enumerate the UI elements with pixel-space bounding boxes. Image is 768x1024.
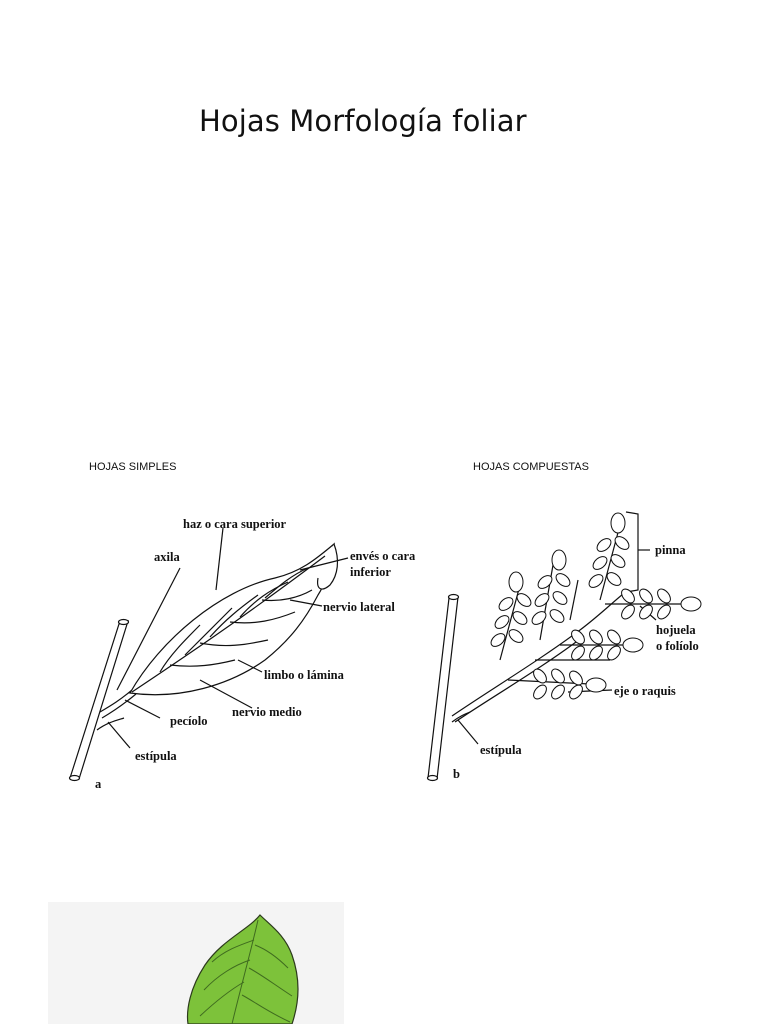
green-leaf-image bbox=[0, 890, 768, 1024]
label-peciolo: pecíolo bbox=[170, 714, 208, 728]
label-nervio-medio: nervio medio bbox=[232, 705, 302, 719]
label-eje: eje o raquis bbox=[614, 684, 676, 698]
leaf-morphology-figure bbox=[0, 500, 768, 800]
label-haz: haz o cara superior bbox=[183, 517, 287, 531]
label-limbo: limbo o lámina bbox=[264, 668, 344, 682]
label-enves-2: inferior bbox=[350, 565, 391, 579]
page-title: Hojas Morfología foliar bbox=[199, 104, 527, 138]
panel-letter-a: a bbox=[95, 777, 102, 791]
panel-letter-b: b bbox=[453, 767, 460, 781]
label-axila: axila bbox=[154, 550, 180, 564]
label-pinna: pinna bbox=[655, 543, 686, 557]
label-estipula-b: estípula bbox=[480, 743, 522, 757]
compound-leaves-label: HOJAS COMPUESTAS bbox=[473, 461, 589, 473]
label-nervio-lateral: nervio lateral bbox=[323, 600, 395, 614]
label-hojuela-1: hojuela bbox=[656, 623, 696, 637]
simple-leaf-diagram bbox=[70, 528, 349, 781]
label-enves-1: envés o cara bbox=[350, 549, 416, 563]
leaflets bbox=[489, 513, 701, 701]
simple-leaves-label: HOJAS SIMPLES bbox=[89, 461, 177, 473]
label-estipula-a: estípula bbox=[135, 749, 177, 763]
label-hojuela-2: o folíolo bbox=[656, 639, 699, 653]
